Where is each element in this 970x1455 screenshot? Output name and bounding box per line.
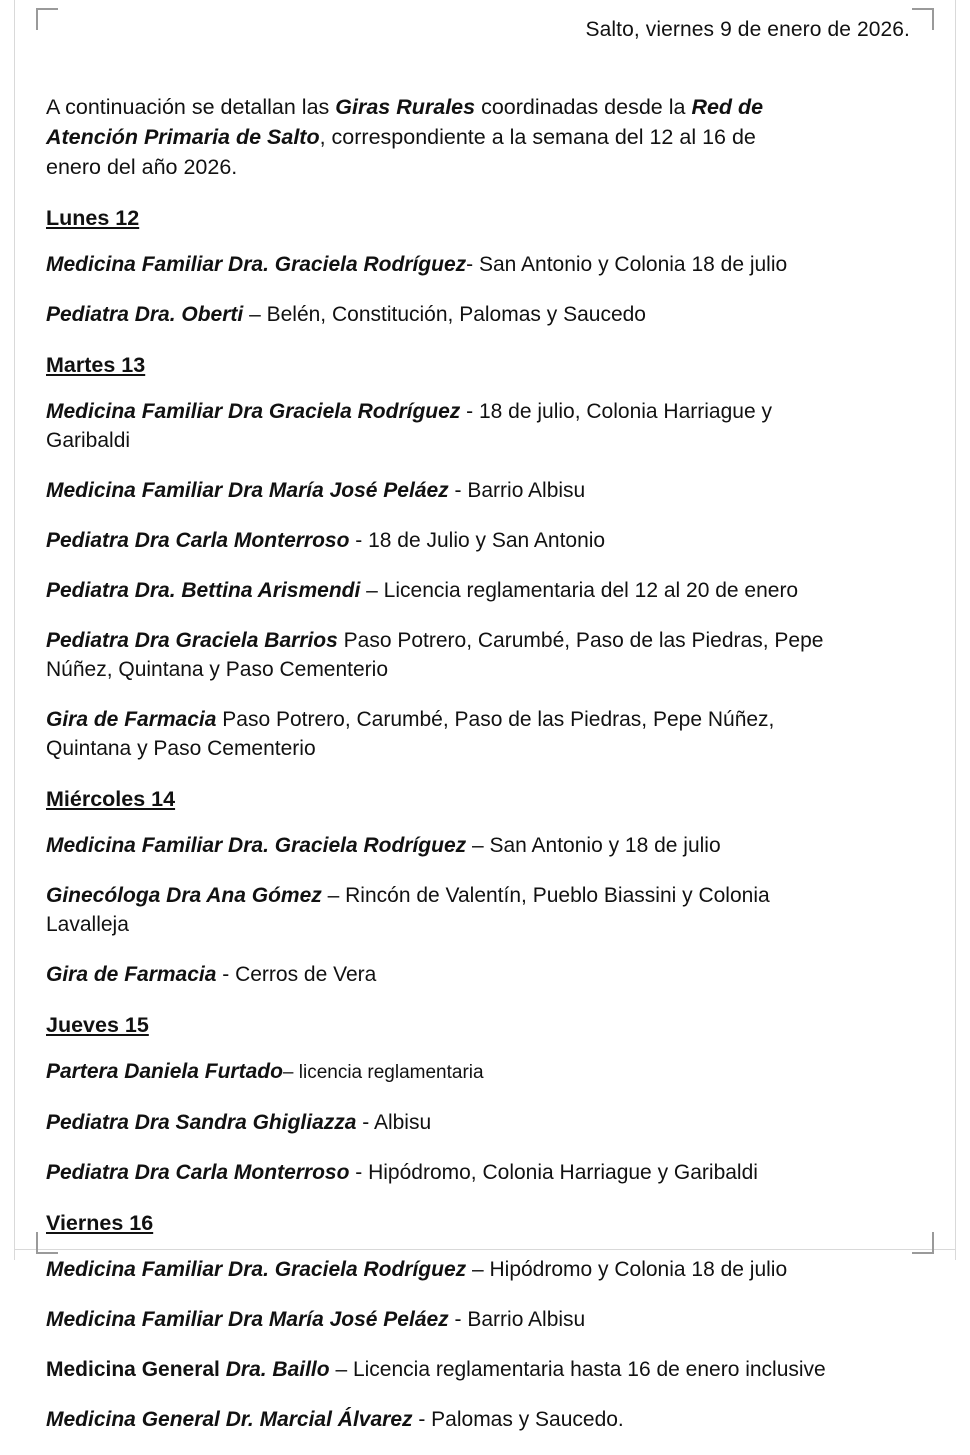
entry-lead: Pediatra Dra. Bettina Arismendi: [46, 579, 367, 602]
intro-text-1: A continuación se detallan las: [46, 95, 336, 119]
entry-detail: Paso Potrero, Carumbé, Paso de las Piedras, Pepe Núñez, Quintana y Paso Cementerio: [46, 629, 824, 681]
gira-entry: [46, 881, 846, 939]
intro-paragraph: [46, 92, 814, 182]
entry-detail: – Licencia reglamentaria hasta 16 de enero inclusive: [335, 1358, 826, 1381]
day-heading: Miércoles 14: [46, 787, 176, 811]
gira-entry: [46, 1355, 846, 1384]
entry-lead: Medicina Familiar Dra. Graciela Rodríguez: [46, 834, 472, 857]
entry-lead: Pediatra Dra Carla Monterroso: [46, 529, 356, 552]
entry-lead: Partera Daniela Furtado: [46, 1060, 283, 1083]
intro-text-3: , correspondiente a la semana del 12 al 16 de enero del año 2026.: [46, 125, 756, 179]
intro-emphasis-red-atencion: Red de Atención Primaria de Salto: [46, 95, 764, 149]
entry-lead: Pediatra Dra. Oberti: [46, 303, 250, 326]
entry-lead: Medicina Familiar Dra María José Peláez: [46, 479, 449, 502]
days-container: [46, 204, 922, 1434]
entry-detail: - Hipódromo, Colonia Harriague y Garibaldi: [355, 1161, 758, 1184]
gira-entry: [46, 300, 846, 329]
entry-detail: - Albisu: [356, 1111, 432, 1134]
gira-entry: [46, 576, 846, 605]
gira-entry: [46, 705, 846, 763]
entry-detail: - Cerros de Vera: [216, 963, 377, 986]
entry-detail: – Rincón de Valentín, Pueblo Biassini y Colonia Lavalleja: [46, 884, 770, 936]
gira-entry: [46, 476, 846, 505]
entry-detail: - Barrio Albisu: [448, 479, 586, 502]
day-heading: Jueves 15: [46, 1013, 149, 1037]
gira-entry: [46, 831, 846, 860]
page-edge-left: [14, 0, 15, 1260]
dateline: Salto, viernes 9 de enero de 2026.: [585, 18, 910, 41]
entry-detail: - San Antonio y Colonia 18 de julio: [466, 253, 788, 276]
entry-detail: - 18 de julio, Colonia Harriague y Garibaldi: [46, 400, 772, 452]
page-edge-right: [955, 0, 956, 1260]
entry-lead: Ginecóloga Dra Ana Gómez: [46, 884, 328, 907]
entry-detail: - Palomas y Saucedo.: [412, 1408, 624, 1431]
gira-entry: [46, 1405, 846, 1434]
gira-entry: [46, 1255, 846, 1284]
intro-text-2: coordinadas desde la: [475, 95, 692, 119]
intro-emphasis-giras-rurales: Giras Rurales: [335, 95, 476, 119]
gira-entry: [46, 250, 846, 279]
gira-entry: [46, 397, 846, 455]
entry-lead: Medicina Familiar Dra. Graciela Rodríguez: [46, 1258, 472, 1281]
entry-detail: Paso Potrero, Carumbé, Paso de las Piedras, Pepe Núñez, Quintana y Paso Cementerio: [46, 708, 775, 760]
entry-lead: Gira de Farmacia: [46, 708, 217, 731]
gira-entry: [46, 960, 846, 989]
day-heading: Viernes 16: [46, 1211, 154, 1235]
entry-detail: – Licencia reglamentaria del 12 al 20 de enero: [366, 579, 799, 602]
gira-entry: [46, 1108, 846, 1137]
day-heading: Lunes 12: [46, 206, 140, 230]
gira-entry: [46, 626, 846, 684]
gira-entry: [46, 526, 846, 555]
entry-detail: – Hipódromo y Colonia 18 de julio: [471, 1258, 788, 1281]
gira-entry: [46, 1158, 846, 1187]
entry-lead-prefix: Medicina General: [46, 1358, 226, 1381]
entry-detail: - Barrio Albisu: [448, 1308, 586, 1331]
entry-lead: Medicina Familiar Dra Graciela Rodríguez: [46, 400, 467, 423]
day-heading: Martes 13: [46, 353, 146, 377]
entry-lead: Medicina Familiar Dra. Graciela Rodríguez: [46, 253, 467, 276]
entry-lead: Medicina General Dr. Marcial Álvarez: [46, 1408, 413, 1431]
entry-detail: - 18 de Julio y San Antonio: [355, 529, 606, 552]
document-content: [46, 0, 922, 1455]
entry-detail: – Belén, Constitución, Palomas y Saucedo: [249, 303, 646, 326]
gira-entry: [46, 1305, 846, 1334]
entry-lead: Medicina Familiar Dra María José Peláez: [46, 1308, 449, 1331]
entry-lead: Dra. Baillo: [225, 1358, 336, 1381]
entry-lead: Pediatra Dra Sandra Ghigliazza: [46, 1111, 357, 1134]
entry-lead: Pediatra Dra Graciela Barrios: [46, 629, 338, 652]
entry-lead: Pediatra Dra Carla Monterroso: [46, 1161, 356, 1184]
entry-detail: – licencia reglamentaria: [282, 1062, 484, 1083]
gira-entry: [46, 1057, 846, 1087]
entry-detail: – San Antonio y 18 de julio: [471, 834, 721, 857]
entry-lead: Gira de Farmacia: [46, 963, 217, 986]
